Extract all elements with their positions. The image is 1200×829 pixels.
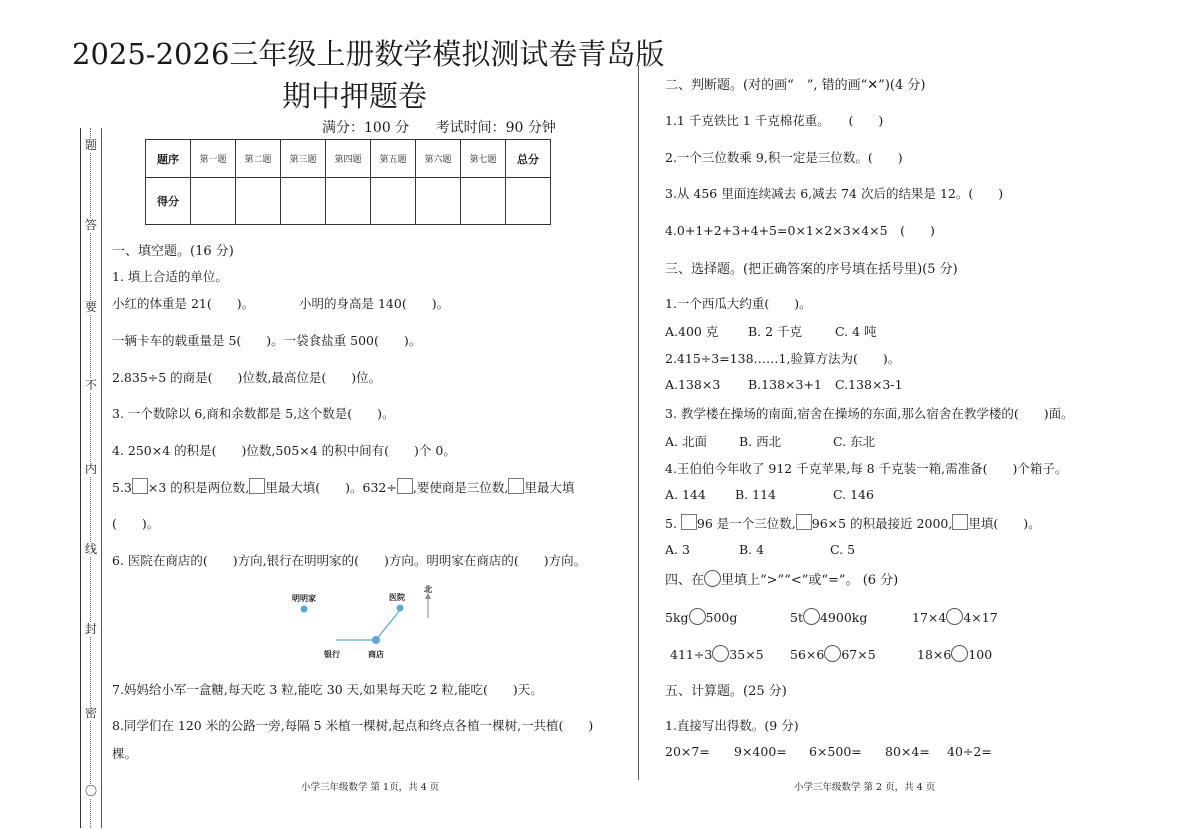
map-north-label: 北: [424, 584, 432, 594]
calc-item: 20×7=: [665, 744, 710, 759]
question-7: 7.妈妈给小军一盒糖,每天吃 3 粒,能吃 30 天,如果每天吃 2 粒,能吃( )天。: [112, 682, 543, 697]
score-col: 第二题: [236, 140, 281, 178]
calc-item: 9×400=: [734, 744, 787, 759]
choice-5-option: A. 3: [665, 542, 690, 557]
compare-left: 5t: [790, 610, 803, 625]
question-2: 2.835÷5 的商是( )位数,最高位是( )位。: [112, 370, 382, 385]
score-cell[interactable]: [191, 178, 236, 225]
judge-3: 3.从 456 里面连续减去 6,减去 74 次后的结果是 12。( ): [665, 186, 1004, 201]
choice-1-option: B. 2 千克: [748, 324, 803, 339]
score-cell[interactable]: [416, 178, 461, 225]
blank-box[interactable]: [397, 478, 413, 494]
calc-item: 40÷2=: [947, 744, 992, 759]
score-col: 第一题: [191, 140, 236, 178]
choice-5: [665, 514, 1041, 532]
q5-text: 5.3: [112, 480, 132, 495]
choice-5-option: C. 5: [830, 542, 856, 557]
binding-char: 内: [84, 462, 97, 476]
choice-2: 2.415÷3=138……1,验算方法为( )。: [665, 351, 901, 366]
exam-title: 2025-2026三年级上册数学模拟测试卷青岛版: [72, 37, 665, 71]
score-cell[interactable]: [236, 178, 281, 225]
calc-item: 80×4=: [885, 744, 930, 759]
choice-4-option: A. 144: [665, 487, 706, 502]
compare-left: 17×4: [912, 610, 947, 625]
score-row-label: 得分: [146, 178, 191, 225]
question-5-cont: ( )。: [112, 516, 160, 531]
blank-box[interactable]: [132, 478, 148, 494]
map-hospital-label: 医院: [389, 592, 405, 602]
calc-item: 6×500=: [809, 744, 862, 759]
score-total-header: 总分: [506, 140, 551, 178]
score-col: 第六题: [416, 140, 461, 178]
question-1c: 一辆卡车的载重量是 5( )。一袋食盐重 500( )。: [112, 333, 422, 348]
compare-item: [912, 608, 998, 625]
compare-left: 56×6: [790, 647, 825, 662]
compare-right: 100: [968, 647, 993, 662]
compare-right: 67×5: [841, 647, 876, 662]
circle-blank[interactable]: [803, 608, 820, 625]
q5-text: ×3 的积是两位数,: [147, 480, 250, 495]
question-1a: 小红的体重是 21( )。: [112, 296, 255, 311]
compare-left: 18×6: [917, 647, 952, 662]
section-fill-blank: 一、填空题。(16 分): [112, 244, 234, 259]
binding-dotted-line: [90, 128, 91, 828]
choice-3-option: C. 东北: [833, 434, 876, 449]
question-8-cont: 棵。: [112, 746, 138, 761]
score-cell[interactable]: [461, 178, 506, 225]
score-cell[interactable]: [371, 178, 416, 225]
score-col: 第三题: [281, 140, 326, 178]
full-score: 满分：100 分: [322, 120, 410, 136]
score-col: 第五题: [371, 140, 416, 178]
compare-item: [790, 608, 867, 625]
score-table: [145, 139, 551, 225]
choice-1-option: C. 4 吨: [835, 324, 877, 339]
question-1b: 小明的身高是 140( )。: [299, 296, 450, 311]
page-1-footer: 小学三年级数学 第 1页，共 4 页: [301, 782, 440, 793]
choice-4: 4.王伯伯今年收了 912 千克苹果,每 8 千克装一箱,需准备( )个箱子。: [665, 461, 1068, 476]
s4-text: 四、在: [665, 573, 705, 588]
section-compare: [665, 569, 898, 588]
q5-text: 里最大填( )。632÷: [265, 480, 397, 495]
choice-1: 1.一个西瓜大约重( )。: [665, 296, 812, 311]
circle-blank[interactable]: [712, 645, 729, 662]
judge-1: 1.1 千克铁比 1 千克棉花重。 ( ): [665, 113, 884, 128]
score-col: 第四题: [326, 140, 371, 178]
question-8: 8.同学们在 120 米的公路一旁,每隔 5 米植一棵树,起点和终点各植一棵树,一共植( ): [112, 718, 594, 733]
choice-4-option: C. 146: [833, 487, 874, 502]
blank-box[interactable]: [249, 478, 265, 494]
c5-text: 96 是一个三位数,: [696, 516, 796, 531]
binding-char: 〇: [84, 784, 97, 798]
q5-text: ,要使商是三位数,: [412, 480, 509, 495]
circle-blank[interactable]: [946, 608, 963, 625]
s4-text: 里填上“>”“<”或“=”。 (6 分): [721, 573, 899, 588]
choice-4-option: B. 114: [735, 487, 776, 502]
compare-item: [917, 645, 992, 662]
score-cell[interactable]: [281, 178, 326, 225]
compare-right: 500g: [705, 610, 738, 625]
choice-1-option: A.400 克: [665, 324, 719, 339]
circle-blank[interactable]: [951, 645, 968, 662]
exam-subtitle: 期中押题卷: [282, 79, 428, 113]
question-5: [112, 478, 574, 496]
choice-2-option: B.138×3+1: [748, 377, 822, 392]
map-home-label: 明明家: [292, 593, 316, 603]
binding-char: 线: [84, 542, 97, 556]
circle-blank[interactable]: [704, 570, 721, 587]
c5-text: 里填( )。: [968, 516, 1041, 531]
binding-char: 答: [84, 218, 97, 232]
section-judgement: 二、判断题。(对的画“ ”, 错的画“✕”)(4 分): [665, 78, 926, 93]
choice-3: 3. 教学楼在操场的南面,宿舍在操场的东面,那么宿舍在教学楼的( )面。: [665, 406, 1074, 421]
map-bank-label: 银行: [324, 649, 340, 659]
compare-right: 4900kg: [819, 610, 868, 625]
score-col: 第七题: [461, 140, 506, 178]
compare-left: 411÷3: [670, 647, 713, 662]
section-choice: 三、选择题。(把正确答案的序号填在括号里)(5 分): [665, 262, 958, 277]
map-store-label: 商店: [368, 649, 384, 659]
binding-char: 封: [84, 622, 97, 636]
exam-time: 考试时间：90 分钟: [435, 120, 556, 136]
blank-box[interactable]: [796, 514, 812, 530]
choice-3-option: A. 北面: [665, 434, 707, 449]
question-1: 1. 填上合适的单位。: [112, 269, 228, 284]
binding-strip: [80, 128, 102, 828]
binding-char: 要: [84, 300, 97, 314]
page-divider: [638, 65, 639, 780]
c5-text: 5.: [665, 516, 677, 531]
q5-text: 里最大填: [524, 480, 575, 495]
compare-right: 35×5: [729, 647, 764, 662]
question-4: 4. 250×4 的积是( )位数,505×4 的积中间有( )个 0。: [112, 443, 456, 458]
score-total-cell[interactable]: [506, 178, 551, 225]
compare-right: 4×17: [963, 610, 998, 625]
binding-char: 密: [84, 706, 97, 720]
question-6: 6. 医院在商店的( )方向,银行在明明家的( )方向。明明家在商店的( )方向。: [112, 553, 587, 568]
binding-char: 题: [84, 138, 97, 152]
judge-2: 2.一个三位数乘 9,积一定是三位数。( ): [665, 150, 903, 165]
score-table-header: 题序: [146, 140, 191, 178]
blank-box[interactable]: [681, 514, 697, 530]
choice-5-option: B. 4: [739, 542, 765, 557]
calc-instruction: 1.直接写出得数。(9 分): [665, 718, 799, 733]
question-3: 3. 一个数除以 6,商和余数都是 5,这个数是( )。: [112, 406, 395, 421]
choice-2-option: A.138×3: [665, 377, 721, 392]
blank-box[interactable]: [508, 478, 524, 494]
page-2-footer: 小学三年级数学 第 2 页，共 4 页: [794, 782, 936, 793]
exam-info: [322, 117, 578, 137]
circle-blank[interactable]: [824, 645, 841, 662]
circle-blank[interactable]: [689, 608, 706, 625]
score-cell[interactable]: [326, 178, 371, 225]
judge-4: 4.0+1+2+3+4+5=0×1×2×3×4×5 ( ): [665, 223, 935, 238]
compare-item: [790, 645, 876, 662]
compare-item: [670, 645, 764, 662]
c5-text: 96×5 的积最接近 2000,: [811, 516, 953, 531]
choice-2-option: C.138×3-1: [835, 377, 903, 392]
binding-char: 不: [84, 378, 97, 392]
section-calc: 五、计算题。(25 分): [665, 684, 787, 699]
compare-item: [665, 608, 737, 625]
choice-3-option: B. 西北: [739, 434, 782, 449]
direction-map: [280, 582, 450, 664]
compare-left: 5kg: [665, 610, 689, 625]
blank-box[interactable]: [952, 514, 968, 530]
